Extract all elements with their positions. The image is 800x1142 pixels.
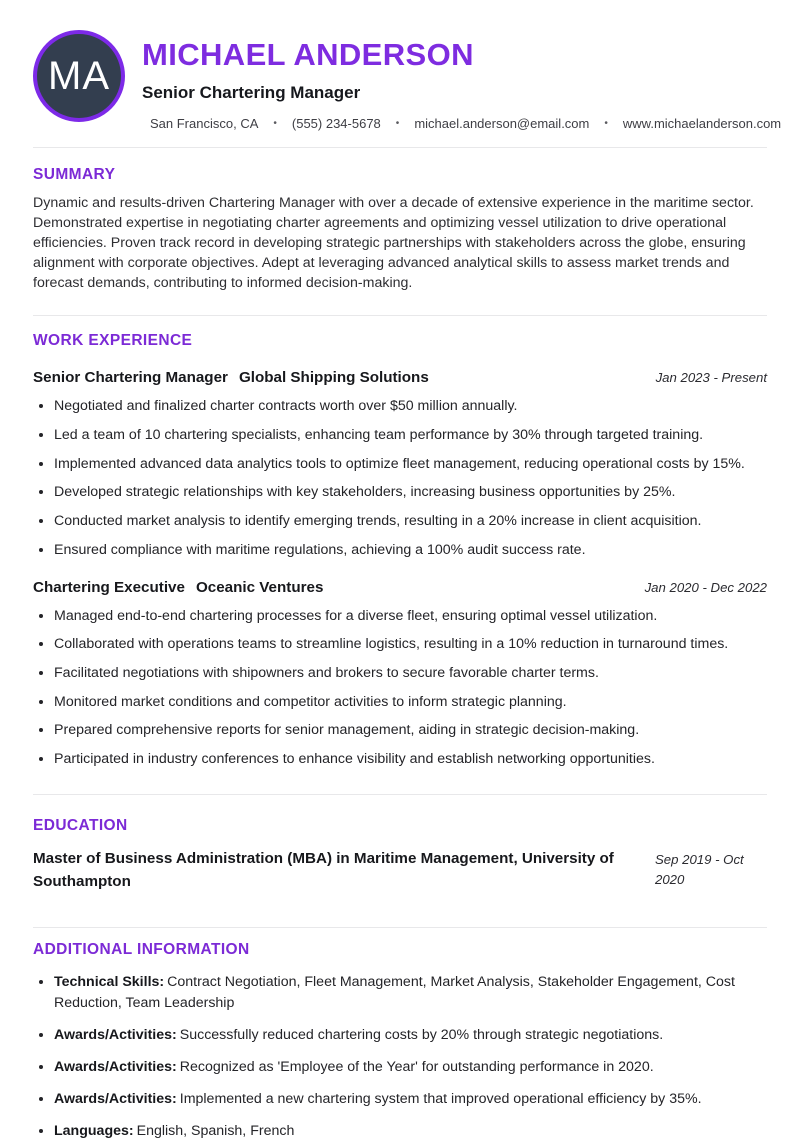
job-bullet-list [33, 606, 767, 769]
additional-item [54, 972, 767, 1014]
additional-item-text: English, Spanish, French [136, 1122, 295, 1139]
job-bullet-list [33, 396, 767, 559]
section-education [33, 817, 767, 893]
additional-item [54, 1089, 767, 1110]
additional-item-label: Awards/Activities: [54, 1058, 177, 1075]
job-bullet: • Negotiated and finalized charter contracts worth over $50 million annually. [54, 396, 767, 416]
dot-separator: • [395, 118, 400, 129]
job-bullet: • Prepared comprehensive reports for senior management, aiding in strategic decision-making. [54, 720, 767, 740]
contact-website: www.michaelanderson.com [622, 116, 782, 131]
additional-item-text: Implemented a new chartering system that improved operational efficiency by 35%. [179, 1090, 702, 1107]
avatar [33, 30, 125, 122]
job-company: Oceanic Ventures [195, 578, 324, 596]
dot-separator: • [273, 118, 277, 129]
job-title: Chartering Executive [33, 578, 185, 596]
contact-location: San Francisco, CA [150, 116, 259, 131]
dot-separator: • [604, 118, 608, 129]
job-bullet: • Ensured compliance with maritime regulations, achieving a 100% audit success rate. [54, 540, 767, 560]
contact-phone: (555) 234-5678 [291, 116, 381, 131]
summary-heading: SUMMARY [33, 166, 116, 183]
additional-item [54, 1121, 767, 1142]
additional-information-heading: ADDITIONAL INFORMATION [33, 941, 250, 959]
additional-item-label: Technical Skills: [54, 974, 165, 991]
candidate-job-title: Senior Chartering Manager [142, 83, 361, 102]
job-dates: Jan 2023 - Present [655, 370, 767, 386]
job-bullet: • Facilitated negotiations with shipowners and brokers to secure favorable charter terms. [54, 663, 767, 683]
job-company: Global Shipping Solutions [238, 369, 429, 387]
job-title: Senior Chartering Manager [33, 369, 228, 387]
additional-item-text: Successfully reduced chartering costs by 20% through strategic negotiations. [179, 1027, 664, 1043]
additional-list [33, 972, 767, 1141]
section-additional-information [33, 941, 767, 1141]
section-divider [33, 794, 767, 795]
job-bullet: • Developed strategic relationships with key stakeholders, increasing business opportunities by 25%. [54, 482, 767, 502]
job-bullet: • Monitored market conditions and competitor activities to inform strategic planning. [54, 692, 767, 712]
section-work-experience [33, 332, 767, 769]
work-experience-heading: WORK EXPERIENCE [33, 332, 193, 350]
job-bullet: • Led a team of 10 chartering specialists, enhancing team performance by 30% through targeted training. [54, 425, 767, 445]
contact-email: michael.anderson@email.com [414, 116, 590, 131]
contact-line [150, 116, 782, 131]
job-dates: Jan 2020 - Dec 2022 [644, 579, 767, 595]
section-divider [33, 147, 767, 148]
section-summary [33, 166, 767, 293]
avatar-initials: MA [48, 53, 110, 98]
summary-text: Dynamic and results-driven Chartering Manager with over a decade of extensive experience in the maritime sector. Demonstrated expertise in negotiating charter agreements and optimizing vessel utilization to drive operational efficiencies. Proven track record in developing strategic partnerships with stakeholders across the globe, ensuring alignment with corporate objectives. Adept at leveraging advanced analytical skills to assess market trends and forecast demands, contributing to informed decision-making. [33, 195, 754, 291]
education-dates: Sep 2019 - Oct 2020 [655, 852, 744, 888]
additional-item-text: Contract Negotiation, Fleet Management, Market Analysis, Stakeholder Engagement, Cost Reduction, Team Leadership [54, 974, 735, 1012]
education-degree: Master of Business Administration (MBA) in Maritime Management, University of Southampton [33, 850, 614, 890]
job-title-line [33, 369, 429, 386]
resume-header [33, 0, 782, 131]
education-heading: EDUCATION [33, 817, 128, 835]
job-bullet: • Collaborated with operations teams to streamline logistics, resulting in a 10% reduction in turnaround times. [54, 634, 767, 654]
job-title-line [33, 579, 323, 596]
job-header [33, 579, 767, 596]
candidate-name: MICHAEL ANDERSON [142, 37, 474, 72]
additional-item [54, 1025, 767, 1046]
header-text [142, 30, 782, 131]
education-entry [33, 848, 767, 893]
job-bullet: • Conducted market analysis to identify emerging trends, resulting in a 20% increase in client acquisition. [54, 511, 767, 531]
job-header [33, 369, 767, 386]
section-divider [33, 315, 767, 316]
section-divider [33, 927, 767, 928]
job-bullet: • Managed end-to-end chartering processes for a diverse fleet, ensuring optimal vessel utilization. [54, 606, 767, 626]
job-bullet: • Participated in industry conferences to enhance visibility and establish networking opportunities. [54, 749, 767, 769]
job-bullet: • Implemented advanced data analytics tools to optimize fleet management, reducing operational costs by 15%. [54, 454, 767, 474]
additional-item [54, 1057, 767, 1078]
additional-item-label: Languages: [54, 1122, 134, 1139]
additional-item-text: Recognized as 'Employee of the Year' for outstanding performance in 2020. [179, 1058, 654, 1075]
additional-item-label: Awards/Activities: [54, 1090, 177, 1107]
additional-item-label: Awards/Activities: [54, 1027, 177, 1043]
